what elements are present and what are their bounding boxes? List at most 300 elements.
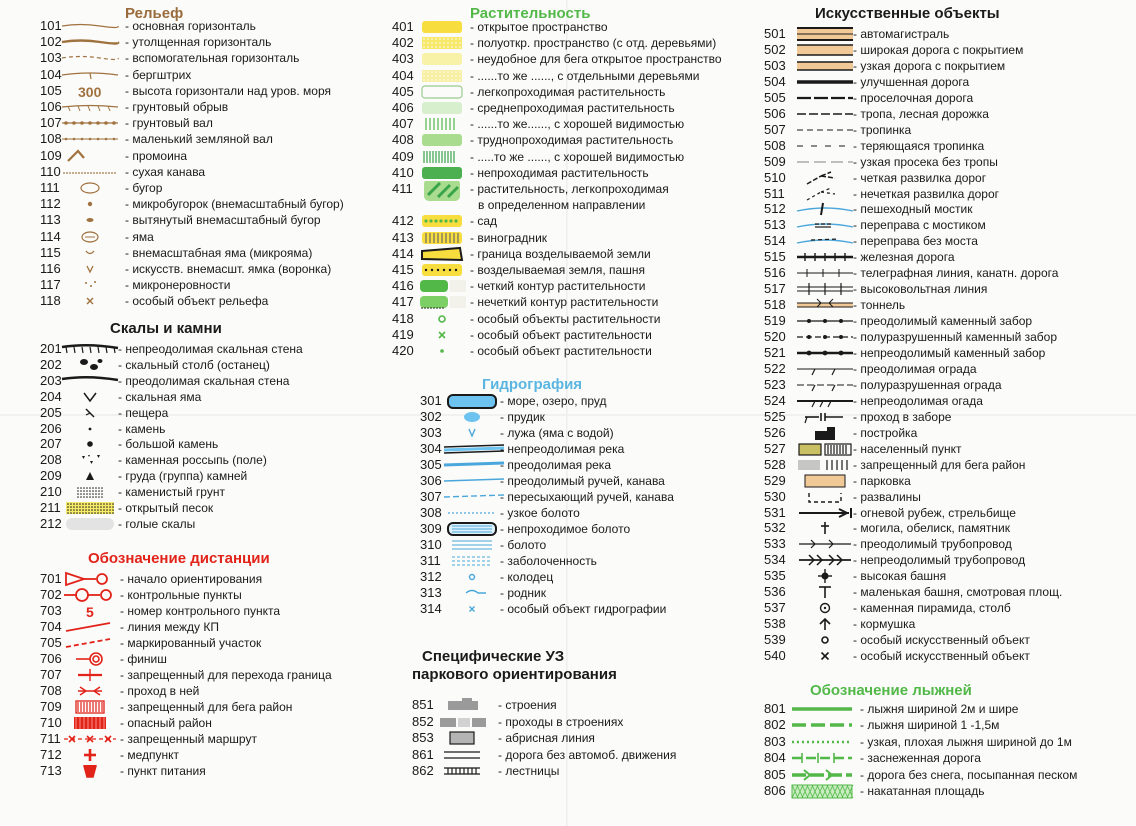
symbol-description: - .....то же ......, с хорошей видимостью bbox=[470, 149, 685, 164]
symbol-code: 417 bbox=[392, 294, 414, 310]
depression-icon bbox=[60, 229, 120, 245]
vegetation-row-418 bbox=[392, 311, 712, 327]
symbol-description: - маркированный участок bbox=[120, 636, 262, 650]
manmade-row-512 bbox=[764, 201, 1034, 217]
indistinct-vegetation-boundary-icon bbox=[412, 294, 472, 310]
symbol-code: 713 bbox=[40, 763, 62, 778]
symbol-description: - тропинка bbox=[853, 122, 912, 137]
symbol-code: 419 bbox=[392, 326, 414, 342]
symbol-code: 309 bbox=[420, 521, 442, 536]
symbol-description: - запрещенный для бега район bbox=[853, 457, 1026, 472]
elongated-knoll-icon bbox=[60, 212, 120, 228]
symbol-description: - микробугорок (внемасштабный бугор) bbox=[125, 197, 344, 212]
footpath-icon bbox=[795, 106, 855, 122]
special-water-icon bbox=[442, 601, 502, 617]
special-vegetation-x-icon bbox=[412, 327, 472, 343]
symbol-description: - переправа с мостиком bbox=[853, 218, 986, 233]
course-line-icon bbox=[60, 619, 120, 635]
park-row-853 bbox=[412, 730, 632, 746]
symbol-code: 525 bbox=[764, 408, 786, 424]
crossing-point-icon bbox=[60, 683, 120, 699]
vegetation-row-401 bbox=[392, 19, 712, 35]
manmade-row-533 bbox=[764, 536, 1034, 552]
symbol-code: 210 bbox=[40, 484, 62, 500]
hydro-row-306 bbox=[420, 473, 680, 489]
park-title-line1: Специфические УЗ bbox=[422, 648, 565, 665]
manmade-row-540 bbox=[764, 648, 1034, 664]
hydro-row-308 bbox=[420, 505, 680, 521]
symbol-code: 201 bbox=[40, 341, 62, 356]
rocks-title: Скалы и камни bbox=[110, 320, 222, 337]
symbol-code: 509 bbox=[764, 153, 786, 169]
vegetation-row-413 bbox=[392, 230, 712, 246]
major-road-icon bbox=[795, 42, 855, 58]
symbol-code: 307 bbox=[420, 489, 442, 504]
symbol-code: 118 bbox=[40, 293, 61, 309]
vegetation-row-411 bbox=[392, 181, 712, 197]
manmade-row-517 bbox=[764, 281, 1034, 297]
small-path-icon bbox=[795, 122, 855, 138]
rough-open-trees-icon bbox=[412, 68, 472, 84]
symbol-code: 206 bbox=[40, 420, 62, 436]
rocks-row-204 bbox=[40, 389, 360, 405]
manmade-row-532 bbox=[764, 520, 1034, 536]
symbol-code: 535 bbox=[764, 568, 786, 584]
manmade-row-518 bbox=[764, 297, 1034, 313]
course-row-709 bbox=[40, 699, 360, 715]
major-power-line-icon bbox=[795, 281, 855, 297]
ruin-icon bbox=[795, 489, 855, 505]
runnable-one-direction-icon bbox=[412, 181, 472, 197]
symbol-code: 510 bbox=[764, 169, 786, 185]
manmade-row-535 bbox=[764, 568, 1034, 584]
hydro-row-311 bbox=[420, 553, 680, 569]
motorway-icon bbox=[795, 26, 855, 42]
symbol-code: 305 bbox=[420, 457, 442, 472]
indistinct-marsh-icon bbox=[442, 553, 502, 569]
special-manmade-icon bbox=[795, 632, 855, 648]
symbol-code: 702 bbox=[40, 587, 62, 602]
symbol-description: - особый объект растительности bbox=[470, 344, 652, 358]
symbol-code: 534 bbox=[764, 552, 786, 568]
symbol-description: - море, озеро, пруд bbox=[500, 394, 607, 408]
symbol-description: - промоина bbox=[125, 148, 188, 163]
pond-icon bbox=[442, 409, 502, 425]
symbol-description: - камень bbox=[118, 421, 166, 436]
symbol-description: - нечеткая развилка дорог bbox=[853, 186, 999, 201]
symbol-description: - преодолимый каменный забор bbox=[853, 314, 1033, 329]
course-row-702 bbox=[40, 587, 360, 603]
symbol-code: 407 bbox=[392, 116, 414, 132]
symbol-description: - финиш bbox=[120, 652, 167, 666]
ski-row-806 bbox=[764, 783, 1034, 799]
symbol-description: - высоковольтная линия bbox=[853, 282, 988, 297]
symbol-code: 521 bbox=[764, 345, 786, 360]
vegetation-row-420 bbox=[392, 343, 712, 359]
sanded-road-icon bbox=[790, 767, 850, 783]
symbol-description: - особый объект растительности bbox=[470, 327, 652, 342]
symbol-code: 105 bbox=[40, 82, 62, 98]
manmade-row-530 bbox=[764, 489, 1034, 505]
refreshment-icon bbox=[60, 763, 120, 779]
manmade-row-525 bbox=[764, 409, 1034, 425]
symbol-label: 300 bbox=[78, 83, 102, 99]
symbol-code: 420 bbox=[392, 343, 414, 358]
narrow-ride-icon bbox=[795, 154, 855, 170]
rocks-row-212 bbox=[40, 516, 360, 532]
symbol-code: 208 bbox=[40, 452, 62, 468]
symbol-code: 537 bbox=[764, 600, 786, 616]
symbol-description: - каменная россыпь (поле) bbox=[118, 453, 267, 468]
symbol-description: - скальная яма bbox=[118, 389, 202, 404]
forbidden-route-icon bbox=[60, 731, 120, 747]
symbol-code: 852 bbox=[412, 713, 434, 729]
symbol-description: - узкая дорога с покрытием bbox=[853, 58, 1006, 73]
vegetation-row-412 bbox=[392, 213, 712, 229]
crossing-point-fence-icon bbox=[795, 409, 855, 425]
vegetation-row-404 bbox=[392, 68, 712, 84]
open-land-icon bbox=[412, 19, 472, 35]
difficult-vegetation-icon bbox=[412, 132, 472, 148]
vineyard-icon bbox=[412, 230, 472, 246]
vegetation-row-402 bbox=[392, 35, 717, 51]
special-manmade-x-icon bbox=[795, 648, 855, 664]
symbol-description: - непроходимая растительность bbox=[470, 165, 649, 180]
symbol-description: - непреодолимый трубопровод bbox=[853, 553, 1026, 568]
stairs-icon bbox=[432, 763, 492, 779]
symbol-description: - контрольные пункты bbox=[120, 588, 242, 602]
hydro-row-305 bbox=[420, 457, 680, 473]
symbol-code: 711 bbox=[40, 731, 61, 746]
broken-ground-icon bbox=[60, 277, 120, 293]
cave-icon bbox=[60, 405, 120, 421]
symbol-code: 106 bbox=[40, 99, 62, 114]
symbol-description: - сад bbox=[470, 214, 498, 229]
hydro-row-314 bbox=[420, 601, 680, 617]
symbol-code: 311 bbox=[420, 553, 441, 568]
relief-row-117 bbox=[40, 277, 360, 293]
course-row-712 bbox=[40, 747, 360, 763]
pit-icon bbox=[60, 261, 120, 277]
orchard-icon bbox=[412, 213, 472, 229]
symbol-description: - маленький земляной вал bbox=[125, 132, 273, 147]
symbol-code: 403 bbox=[392, 51, 414, 67]
manmade-row-534 bbox=[764, 552, 1034, 568]
symbol-description: - проход в заборе bbox=[853, 409, 952, 424]
course-row-713 bbox=[40, 763, 360, 779]
ski-row-805 bbox=[764, 766, 1078, 783]
symbol-description: - проселочная дорога bbox=[853, 90, 974, 105]
symbol-code: 507 bbox=[764, 121, 786, 137]
symbol-code: 516 bbox=[764, 265, 786, 281]
symbol-description: - особый искусственный объект bbox=[853, 649, 1030, 664]
manmade-row-531 bbox=[764, 505, 1034, 521]
start-icon bbox=[60, 571, 120, 587]
impassable-cliff-icon bbox=[60, 341, 120, 357]
park-row-851 bbox=[412, 697, 632, 713]
small-knoll-icon bbox=[60, 196, 120, 212]
stone-wall-icon bbox=[795, 313, 855, 329]
rock-pillar-icon bbox=[60, 357, 120, 373]
indistinct-junction-icon bbox=[795, 186, 855, 202]
park-title-line2: паркового ориентирования bbox=[412, 666, 617, 683]
symbol-code: 412 bbox=[392, 213, 414, 229]
wide-ski-track-icon bbox=[790, 701, 850, 717]
symbol-description: - широкая дорога с покрытием bbox=[853, 42, 1024, 57]
symbol-description: - четкий контур растительности bbox=[470, 279, 646, 294]
less-distinct-path-icon bbox=[795, 138, 855, 154]
hydro-row-310 bbox=[420, 537, 680, 553]
vegetation-row-416 bbox=[392, 278, 712, 294]
symbol-description: - особый объект рельефа bbox=[125, 294, 269, 309]
symbol-description: - населенный пункт bbox=[853, 441, 962, 456]
outline-icon bbox=[432, 730, 492, 746]
relief-row-116 bbox=[40, 261, 360, 277]
symbol-code: 522 bbox=[764, 360, 786, 376]
symbol-description: - среднепроходимая растительность bbox=[470, 101, 675, 115]
symbol-description: - искусств. внемасшт. ямка (воронка) bbox=[125, 262, 332, 276]
symbol-code: 202 bbox=[40, 356, 62, 372]
symbol-code: 416 bbox=[392, 278, 414, 294]
symbol-description: - родник bbox=[500, 586, 546, 600]
symbol-code: 540 bbox=[764, 648, 786, 664]
minor-stream-icon bbox=[442, 489, 502, 505]
symbol-description: - четкая развилка дорог bbox=[853, 170, 987, 185]
contour-value-icon bbox=[60, 83, 120, 99]
building-icon bbox=[795, 425, 855, 441]
symbol-description: - непреодолимый каменный забор bbox=[853, 346, 1046, 360]
symbol-description: - лыжня шириной 2м и шире bbox=[860, 702, 1019, 716]
symbol-code: 411 bbox=[392, 181, 413, 196]
symbol-code: 517 bbox=[764, 281, 786, 297]
symbol-code: 207 bbox=[40, 436, 62, 452]
impassable-stone-wall-icon bbox=[795, 345, 855, 361]
symbol-code: 524 bbox=[764, 392, 786, 408]
symbol-description: - болото bbox=[500, 538, 547, 552]
rocks-row-206 bbox=[40, 421, 360, 437]
manmade-row-538 bbox=[764, 616, 1034, 632]
symbol-code: 204 bbox=[40, 388, 62, 404]
control-point-icon bbox=[60, 587, 120, 603]
manmade-row-501 bbox=[764, 26, 1034, 42]
manmade-row-539 bbox=[764, 632, 1034, 648]
manmade-row-536 bbox=[764, 584, 1063, 600]
course-row-706 bbox=[40, 651, 360, 667]
symbol-code: 712 bbox=[40, 747, 62, 762]
symbol-description: - парковка bbox=[853, 473, 911, 488]
symbol-code: 862 bbox=[412, 763, 434, 779]
course-row-711 bbox=[40, 731, 360, 747]
course-row-703 bbox=[40, 603, 360, 619]
symbol-description: - маленькая башня, смотровая площ. bbox=[853, 585, 1063, 600]
symbol-description: - высота горизонтали над уров. моря bbox=[125, 83, 332, 98]
symbol-code: 310 bbox=[420, 537, 442, 552]
relief-row-109 bbox=[40, 148, 360, 164]
symbol-description: - высокая башня bbox=[853, 569, 947, 584]
symbol-code: 414 bbox=[392, 245, 414, 261]
manmade-row-526 bbox=[764, 425, 1034, 441]
special-vegetation-icon bbox=[412, 311, 472, 327]
symbol-description: - огневой рубеж, стрельбище bbox=[853, 505, 1016, 520]
finish-icon bbox=[60, 651, 120, 667]
relief-row-102 bbox=[40, 34, 360, 50]
hydro-row-309 bbox=[420, 521, 680, 537]
symbol-description: - лестницы bbox=[498, 764, 560, 779]
symbol-code: 518 bbox=[764, 297, 786, 313]
symbol-description: - лужа (яма с водой) bbox=[500, 426, 614, 440]
vegetation-row-419 bbox=[392, 327, 712, 343]
symbol-description: - утолщенная горизонталь bbox=[125, 35, 272, 50]
symbol-description: - запрещенный для бега район bbox=[120, 700, 293, 714]
rocks-row-202 bbox=[40, 357, 360, 373]
symbol-code: 710 bbox=[40, 715, 62, 730]
fodder-rack-icon bbox=[795, 616, 855, 632]
symbol-description: - легкопроходимая растительность bbox=[470, 84, 666, 99]
symbol-code: 212 bbox=[40, 515, 62, 531]
relief-row-106 bbox=[40, 99, 360, 115]
vegetation-row-417 bbox=[392, 294, 712, 310]
symbol-code: 706 bbox=[40, 651, 62, 666]
contour-line-icon bbox=[60, 18, 120, 34]
rocks-row-203 bbox=[40, 373, 360, 389]
relief-row-103 bbox=[40, 50, 360, 66]
slope-line-icon bbox=[60, 67, 120, 83]
tunnel-icon bbox=[795, 297, 855, 313]
vegetation-title: Растительность bbox=[470, 5, 591, 22]
symbol-code: 104 bbox=[40, 66, 62, 82]
ski-row-801 bbox=[764, 701, 1034, 717]
vegetation-row-405 bbox=[392, 84, 712, 100]
symbol-description: - нечеткий контур растительности bbox=[470, 295, 659, 310]
symbol-description: - труднопроходимая растительность bbox=[470, 133, 674, 148]
symbol-code: 527 bbox=[764, 440, 786, 456]
uncrossable-marsh-icon bbox=[442, 521, 502, 537]
symbol-code: 514 bbox=[764, 233, 786, 249]
symbol-code: 402 bbox=[392, 35, 414, 51]
symbol-code: 313 bbox=[420, 585, 442, 600]
symbol-code: 503 bbox=[764, 57, 786, 73]
symbol-code: 301 bbox=[420, 393, 442, 408]
symbol-description: - постройка bbox=[853, 425, 918, 440]
knoll-icon bbox=[60, 180, 120, 196]
symbol-description: - развалины bbox=[853, 489, 921, 504]
manmade-row-503 bbox=[764, 58, 1034, 74]
symbol-code: 109 bbox=[40, 147, 62, 163]
building-passage-icon bbox=[432, 714, 492, 730]
manmade-row-509 bbox=[764, 154, 1034, 170]
symbol-code: 709 bbox=[40, 699, 62, 714]
hydro-row-307 bbox=[420, 489, 680, 505]
symbol-description: - открытый песок bbox=[118, 501, 214, 515]
undergrowth-slow-icon bbox=[412, 116, 472, 132]
symbol-description: - заснеженная дорога bbox=[860, 751, 981, 766]
open-sand-icon bbox=[60, 500, 120, 516]
symbol-description: - запрещенный маршрут bbox=[120, 732, 257, 746]
snowy-road-icon bbox=[790, 750, 850, 766]
first-aid-icon bbox=[60, 747, 120, 763]
rocks-row-207 bbox=[40, 436, 360, 452]
ford-icon bbox=[795, 233, 855, 249]
manmade-title: Искусственные объекты bbox=[815, 5, 1000, 22]
relief-row-107 bbox=[40, 115, 360, 131]
symbol-code: 529 bbox=[764, 472, 786, 488]
hydro-row-301 bbox=[420, 393, 680, 409]
symbol-description: - пешеходный мостик bbox=[853, 202, 973, 217]
symbol-description: - преодолимая скальная стена bbox=[118, 373, 290, 388]
symbol-code: 401 bbox=[392, 19, 414, 34]
symbol-description: - узкая просека без тропы bbox=[853, 154, 998, 169]
manmade-row-504 bbox=[764, 74, 1034, 90]
manmade-row-528 bbox=[764, 457, 1034, 473]
symbol-code: 704 bbox=[40, 619, 62, 634]
railway-icon bbox=[795, 249, 855, 265]
symbol-code: 708 bbox=[40, 683, 62, 698]
minor-road-icon bbox=[795, 58, 855, 74]
hydro-title: Гидрография bbox=[482, 376, 583, 393]
symbol-description: - кормушка bbox=[853, 617, 916, 632]
control-number-icon bbox=[60, 603, 120, 619]
small-tower-icon bbox=[795, 584, 855, 600]
manmade-row-523 bbox=[764, 377, 1034, 393]
symbol-code: 802 bbox=[764, 717, 786, 733]
forbidden-boundary-icon bbox=[60, 667, 120, 683]
symbol-description: - виноградник bbox=[470, 230, 548, 245]
symbol-code: 101 bbox=[40, 18, 62, 33]
symbol-code: 308 bbox=[420, 505, 442, 520]
symbol-code: 528 bbox=[764, 456, 786, 472]
course-row-705 bbox=[40, 635, 360, 651]
paved-area-icon bbox=[795, 473, 855, 489]
symbol-description: - накатанная площадь bbox=[860, 784, 985, 798]
symbol-code: 409 bbox=[392, 148, 414, 164]
symbol-code: 114 bbox=[40, 228, 61, 244]
marked-route-icon bbox=[60, 635, 120, 651]
relief-row-118 bbox=[40, 293, 360, 309]
manmade-row-521 bbox=[764, 345, 1046, 361]
pedestrian-road-icon bbox=[432, 747, 492, 763]
hydro-row-303 bbox=[420, 425, 680, 441]
passable-cliff-icon bbox=[60, 373, 120, 389]
symbol-description: - непреодолимая скальная стена bbox=[118, 342, 303, 356]
symbol-description: - дорога без снега, посыпанная песком bbox=[860, 767, 1078, 782]
symbol-description: - автомагистраль bbox=[853, 27, 950, 41]
hydro-row-302 bbox=[420, 409, 680, 425]
symbol-code: 502 bbox=[764, 41, 786, 57]
symbol-code: 304 bbox=[420, 441, 442, 456]
symbol-code: 112 bbox=[40, 196, 61, 212]
symbol-description: - каменная пирамида, столб bbox=[853, 601, 1011, 616]
symbol-description: - непреодолимая река bbox=[500, 442, 625, 456]
symbol-description: - вытянутый внемасштабный бугор bbox=[125, 213, 321, 228]
relief-row-105 bbox=[40, 83, 360, 99]
symbol-description: - заболоченность bbox=[500, 554, 597, 568]
crossable-river-icon bbox=[442, 457, 502, 473]
symbol-code: 806 bbox=[764, 783, 786, 798]
symbol-description: - непреодолимая огада bbox=[853, 393, 983, 408]
symbol-description: - особый искусственный объект bbox=[853, 633, 1030, 648]
symbol-code: 113 bbox=[40, 212, 61, 228]
manmade-row-522 bbox=[764, 361, 1034, 377]
symbol-code: 539 bbox=[764, 632, 786, 648]
symbol-label: 5 bbox=[86, 604, 94, 619]
symbol-description: - узкая, плохая лыжня шириной до 1м bbox=[860, 734, 1072, 749]
special-landform-icon bbox=[60, 293, 120, 309]
relief-row-110 bbox=[40, 164, 360, 180]
symbol-description: - особый объект гидрографии bbox=[500, 602, 667, 616]
symbol-description: - медпункт bbox=[120, 748, 179, 762]
symbol-description: - железная дорога bbox=[853, 250, 955, 265]
symbol-code: 506 bbox=[764, 105, 786, 121]
